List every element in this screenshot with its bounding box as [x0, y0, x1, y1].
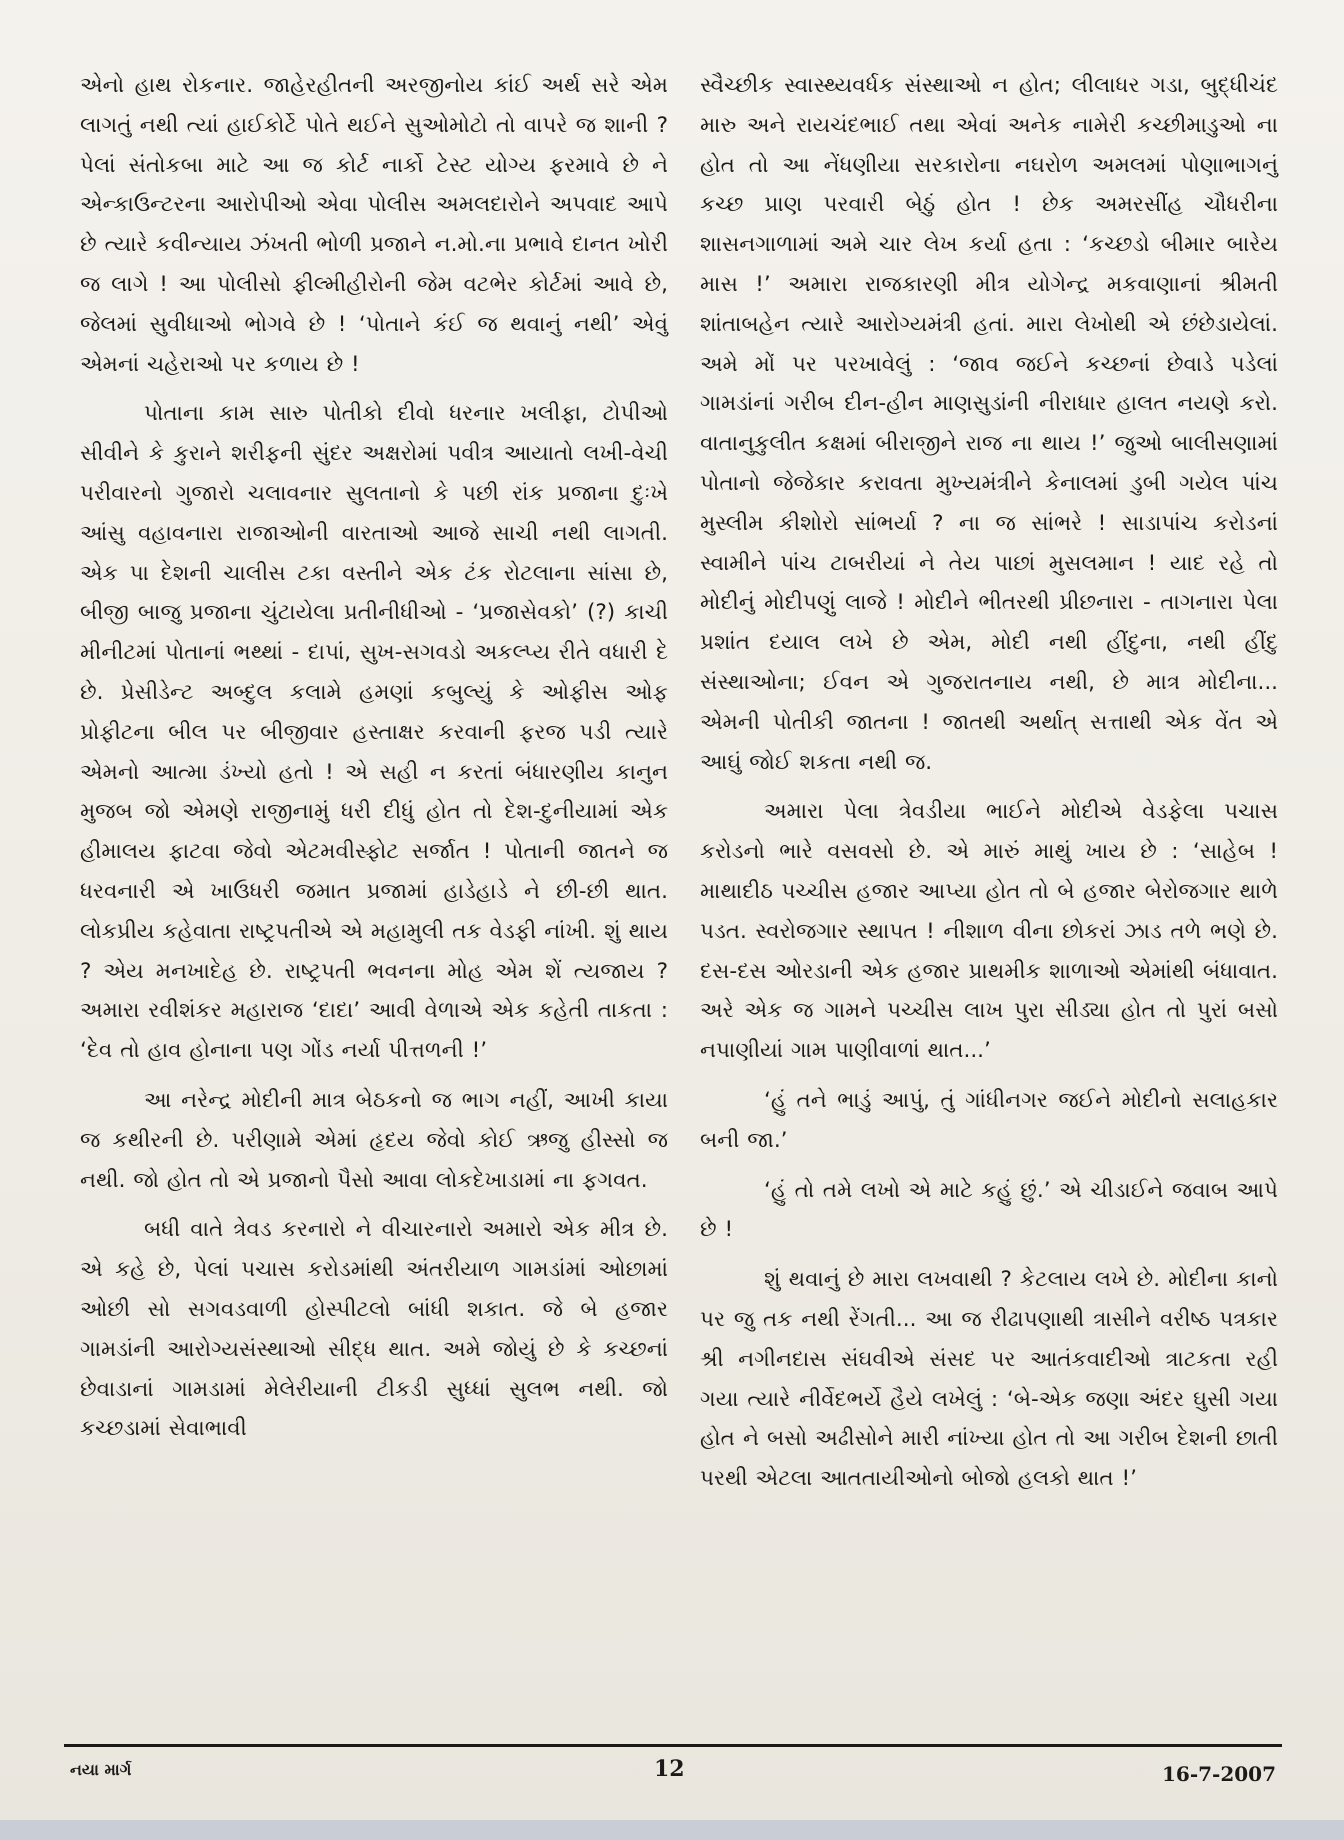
paragraph: અમારા પેલા ત્રેવડીયા ભાઈને મોદીએ વેડફેલા પચાસ કરોડનો ભારે વસવસો છે. એ મારું માથું ખાય છે : ‘સાહેબ ! માથાદીઠ પચ્ચીસ હજાર આપ્યા હોત તો બે હજાર બેરોજગાર થાળે પડત. સ્વરોજગાર સ્થાપત ! નીશાળ વીના છોકરાં ઝાડ તળે ભણે છે. દસ-દસ ઓરડાની એક હજાર પ્રાથમીક શાળાઓ એમાંથી બંધાવાત. અરે એક જ ગામને પચ્ચીસ લાખ પુરા સીડ્યા હોત તો પુરાં બસો નપાણીયાં ગામ પાણીવાળાં થાત...’ [700, 799, 1278, 1064]
paragraph: આ નરેન્દ્ર મોદીની માત્ર બેઠકનો જ ભાગ નહીં, આખી કાયા જ કથીરની છે. પરીણામે એમાં હૃદય જેવો કોઈ ઋજુ હીસ્સો જ નથી. જો હોત તો એ પ્રજાનો પૈસો આવા લોકદેખાડામાં ના ફગવત. [80, 1087, 668, 1193]
footer-divider [64, 1744, 1282, 1747]
magazine-name: નયા માર્ગ [70, 1760, 132, 1779]
paragraph: શું થવાનું છે મારા લખવાથી ? કેટલાય લખે છે. મોદીના કાનો પર જુ તક નથી રેંગતી... આ જ રીઢાપણાથી ત્રાસીને વરીષ્ઠ પત્રકાર શ્રી નગીનદાસ સંઘવીએ સંસદ પર આતંકવાદીઓ ત્રાટકતા રહી ગયા ત્યારે નીર્વેદભર્યે હૈયે લખેલું : ‘બે-એક જણા અંદર ઘુસી ગયા હોત ને બસો અઢીસોને મારી નાંખ્યા હોત તો આ ગરીબ દેશની છાતી પરથી એટલા આતતાયીઓનો બોજો હલકો થાત !’ [700, 1267, 1278, 1492]
paragraph: ‘હું તને ભાડું આપું, તું ગાંધીનગર જઈને મોદીનો સલાહકાર બની જા.’ [700, 1087, 1278, 1153]
paragraph: એનો હાથ રોકનાર. જાહેરહીતની અરજીનોય કાંઈ અર્થ સરે એમ લાગતું નથી ત્યાં હાઈકોર્ટે પોતે થઈને સુઓમોટો તો વાપરે જ શાની ? પેલાં સંતોકબા માટે આ જ કોર્ટ નાર્કો ટેસ્ટ યોગ્ય ફરમાવે છે ને એન્કાઉન્ટરના આરોપીઓ એવા પોલીસ અમલદારોને અપવાદ આપે છે ત્યારે કવીન્યાય ઝંખતી ભોળી પ્રજાને ન.મો.ના પ્રભાવે દાનત ખોરી જ લાગે ! આ પોલીસો ફીલ્મીહીરોની જેમ વટભેર કોર્ટમાં આવે છે, જેલમાં સુવીધાઓ ભોગવે છે ! ‘પોતાને કંઈ જ થવાનું નથી’ એવું એમનાં ચહેરાઓ પર કળાય છે ! [80, 73, 668, 377]
page-footer [64, 1752, 1282, 1792]
page-number: 12 [654, 1756, 685, 1782]
paragraph: ‘હું તો તમે લખો એ માટે કહું છું.’ એ ચીડાઈને જવાબ આપે છે ! [700, 1177, 1278, 1243]
right-column [700, 66, 1278, 1499]
issue-date: 16-7-2007 [1161, 1762, 1276, 1786]
paragraph: બધી વાતે ત્રેવડ કરનારો ને વીચારનારો અમારો એક મીત્ર છે. એ કહે છે, પેલાં પચાસ કરોડમાંથી અંતરીયાળ ગામડાંમાં ઓછામાં ઓછી સો સગવડવાળી હોસ્પીટલો બાંધી શકાત. જે બે હજાર ગામડાંની આરોગ્યસંસ્થાઓ સીદ્ધ થાત. અમે જોયું છે કે કચ્છનાં છેવાડાનાં ગામડામાં મેલેરીયાની ટીકડી સુધ્ધાં સુલભ નથી. જો કચ્છડામાં સેવાભાવી [80, 1217, 668, 1442]
paragraph: પોતાના કામ સારુ પોતીકો દીવો ધરનાર ખલીફા, ટોપીઓ સીવીને કે કુરાને શરીફની સુંદર અક્ષરોમાં પવીત્ર આયાતો લખી-વેચી પરીવારનો ગુજારો ચલાવનાર સુલતાનો કે પછી રાંક પ્રજાના દુઃખે આંસુ વહાવનારા રાજાઓની વારતાઓ આજે સાચી નથી લાગતી. એક પા દેશની ચાલીસ ટકા વસ્તીને એક ટંક રોટલાના સાંસા છે, બીજી બાજુ પ્રજાના ચુંટાયેલા પ્રતીનીધીઓ - ‘પ્રજાસેવકો’ (?) કાચી મીનીટમાં પોતાનાં ભથ્થાં - દાપાં, સુખ-સગવડો અકલ્પ્ય રીતે વધારી દે છે. પ્રેસીડેન્ટ અબ્દુલ કલામે હમણાં કબુલ્યું કે ઓફીસ ઓફ પ્રોફીટના બીલ પર બીજીવાર હસ્તાક્ષર કરવાની ફરજ પડી ત્યારે એમનો આત્મા ડંખ્યો હતો ! એ સહી ન કરતાં બંધારણીય કાનુન મુજબ જો એમણે રાજીનામું ધરી દીધું હોત તો દેશ-દુનીયામાં એક હીમાલય ફાટવા જેવો એટમવીસ્ફોટ સર્જાત ! પોતાની જાતને જ ધરવનારી એ ખાઉધરી જમાત પ્રજામાં હાડેહાડે ને છી-છી થાત. લોકપ્રીય કહેવાતા રાષ્ટ્રપતીએ એ મહામુલી તક વેડફી નાંખી. શું થાય ? એય મનખાદેહ છે. રાષ્ટ્રપતી ભવનના મોહ એમ શેં ત્યજાય ? અમારા રવીશંકર મહારાજ ‘દાદા’ આવી વેળાએ એક કહેતી તાકતા : ‘દેવ તો હાવ હોનાના પણ ગોંડ નર્યા પીત્તળની !’ [80, 401, 668, 1064]
left-column [80, 66, 668, 1449]
scan-background-edge [0, 1820, 1344, 1840]
paragraph: સ્વૈચ્છીક સ્વાસ્થ્યવર્ધક સંસ્થાઓ ન હોત; લીલાધર ગડા, બુદ્ધીચંદ મારુ અને રાયચંદભાઈ તથા એવાં અનેક નામેરી કચ્છીમાડુઓ ના હોત તો આ નેંધણીયા સરકારોના નઘરોળ અમલમાં પોણાભાગનું કચ્છ પ્રાણ પરવારી બેઠું હોત ! છેક અમરસીંહ ચૌધરીના શાસનગાળામાં અમે ચાર લેખ કર્યા હતા : ‘કચ્છડો બીમાર બારેય માસ !’ અમારા રાજકારણી મીત્ર યોગેન્દ્ર મકવાણાનાં શ્રીમતી શાંતાબહેન ત્યારે આરોગ્યમંત્રી હતાં. મારા લેખોથી એ છંછેડાયેલાં. અમે મોં પર પરખાવેલું : ‘જાવ જઈને કચ્છનાં છેવાડે પડેલાં ગામડાંનાં ગરીબ દીન-હીન માણસુડાંની નીરાધાર હાલત નયણે કરો. વાતાનુકુલીત કક્ષમાં બીરાજીને રાજ ના થાય !’ જુઓ બાલીસણામાં પોતાનો જેજેકાર કરાવતા મુખ્યમંત્રીને કેનાલમાં ડુબી ગયેલ પાંચ મુસ્લીમ કીશોરો સાંભર્યા ? ના જ સાંભરે ! સાડાપાંચ કરોડનાં સ્વામીને પાંચ ટાબરીયાં ને તેય પાછાં મુસલમાન ! યાદ રહે તો મોદીનું મોદીપણું લાજે ! મોદીને ભીતરથી પ્રીછનારા - તાગનારા પેલા પ્રશાંત દયાલ લખે છે એમ, મોદી નથી હીંદુના, નથી હીંદુ સંસ્થાઓના; ઈવન એ ગુજરાતનાય નથી, છે માત્ર મોદીના... એમની પોતીકી જાતના ! જાતથી અર્થાત્ સત્તાથી એક વેંત એ આઘું જોઈ શકતા નથી જ. [700, 73, 1278, 775]
